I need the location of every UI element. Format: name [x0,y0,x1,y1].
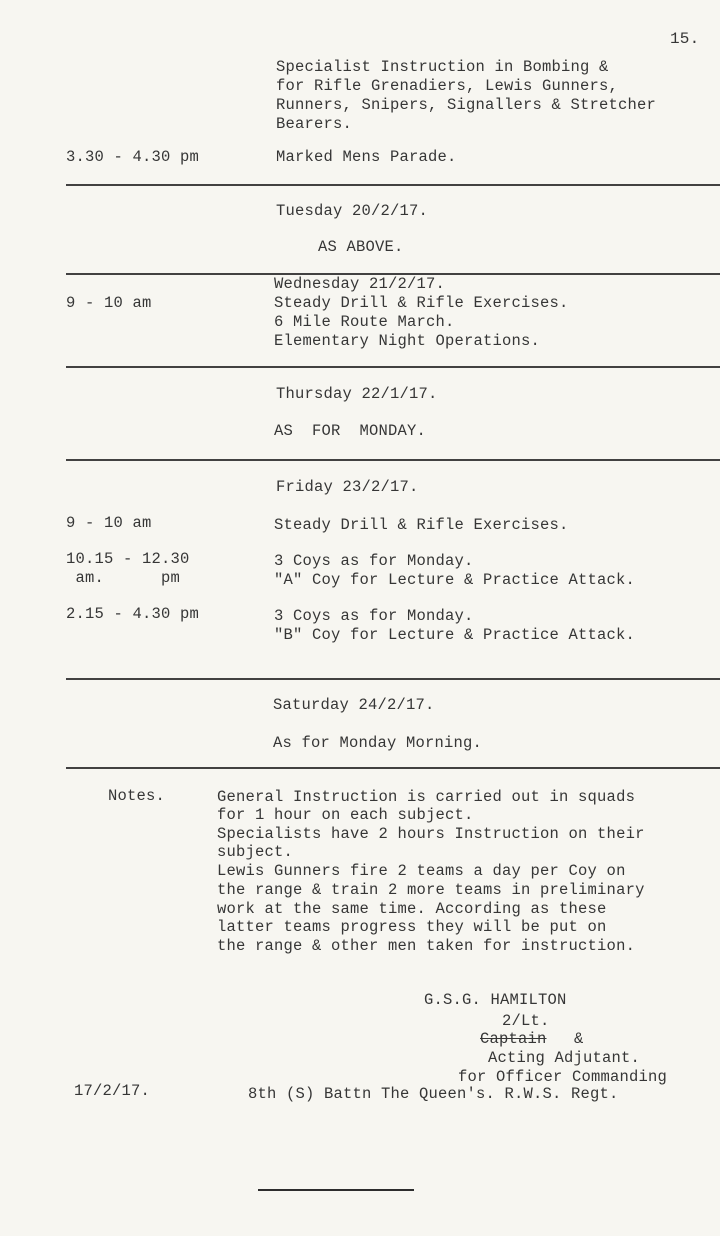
specialist-line-4: Bearers. [276,115,353,133]
friday-row2-line1: 3 Coys as for Monday. [274,552,474,570]
specialist-line-1: Specialist Instruction in Bombing & [276,58,609,76]
friday-row2-line2: "A" Coy for Lecture & Practice Attack. [274,571,636,589]
divider [66,184,720,186]
signature-rank: 2/Lt. [502,1012,550,1030]
friday-time-2: 10.15 - 12.30 [66,550,190,568]
friday-time-2-ampm: am. pm [66,569,181,587]
friday-row3-line2: "B" Coy for Lecture & Practice Attack. [274,626,636,644]
signature-struck-title: Captain [480,1030,547,1048]
divider [66,767,720,769]
signature-for-line: for Officer Commanding [458,1068,668,1086]
parade-time: 3.30 - 4.30 pm [66,148,200,166]
saturday-heading: Saturday 24/2/17. [273,696,435,714]
thursday-text: AS FOR MONDAY. [274,422,427,440]
wednesday-heading: Wednesday 21/2/17. [274,275,446,293]
parade-text: Marked Mens Parade. [276,148,457,166]
divider [66,459,720,461]
notes-line-3: Specialists have 2 hours Instruction on their [217,825,645,843]
page-number: 15. [670,30,700,48]
friday-time-1: 9 - 10 am [66,514,152,532]
divider [66,366,720,368]
saturday-text: As for Monday Morning. [273,734,483,752]
notes-line-6: the range & train 2 more teams in preliminary [217,881,645,899]
friday-row1-line1: Steady Drill & Rifle Exercises. [274,516,569,534]
divider [66,678,720,680]
specialist-line-2: for Rifle Grenadiers, Lewis Gunners, [276,77,619,95]
thursday-heading: Thursday 22/1/17. [276,385,438,403]
tuesday-heading: Tuesday 20/2/17. [276,202,429,220]
notes-line-9: the range & other men taken for instruction. [217,937,636,955]
notes-line-8: latter teams progress they will be put on [217,918,607,936]
wednesday-line-3: Elementary Night Operations. [274,332,541,350]
notes-label: Notes. [108,787,166,805]
friday-heading: Friday 23/2/17. [276,478,419,496]
notes-line-2: for 1 hour on each subject. [217,806,474,824]
notes-line-7: work at the same time. According as these [217,900,607,918]
signature-ampersand: & [574,1030,584,1048]
tuesday-text: AS ABOVE. [318,238,404,256]
wednesday-time: 9 - 10 am [66,294,152,312]
wednesday-line-2: 6 Mile Route March. [274,313,455,331]
friday-row3-line1: 3 Coys as for Monday. [274,607,474,625]
notes-line-5: Lewis Gunners fire 2 teams a day per Coy on [217,862,626,880]
signature-unit: 8th (S) Battn The Queen's. R.W.S. Regt. [248,1085,619,1103]
signature-date: 17/2/17. [74,1082,151,1100]
notes-line-4: subject. [217,843,294,861]
notes-line-1: General Instruction is carried out in squads [217,788,636,806]
wednesday-line-1: Steady Drill & Rifle Exercises. [274,294,569,312]
specialist-line-3: Runners, Snipers, Signallers & Stretcher [276,96,657,114]
signature-name: G.S.G. HAMILTON [424,991,567,1009]
signature-role: Acting Adjutant. [488,1049,641,1067]
friday-time-3: 2.15 - 4.30 pm [66,605,200,623]
end-rule [258,1189,414,1191]
